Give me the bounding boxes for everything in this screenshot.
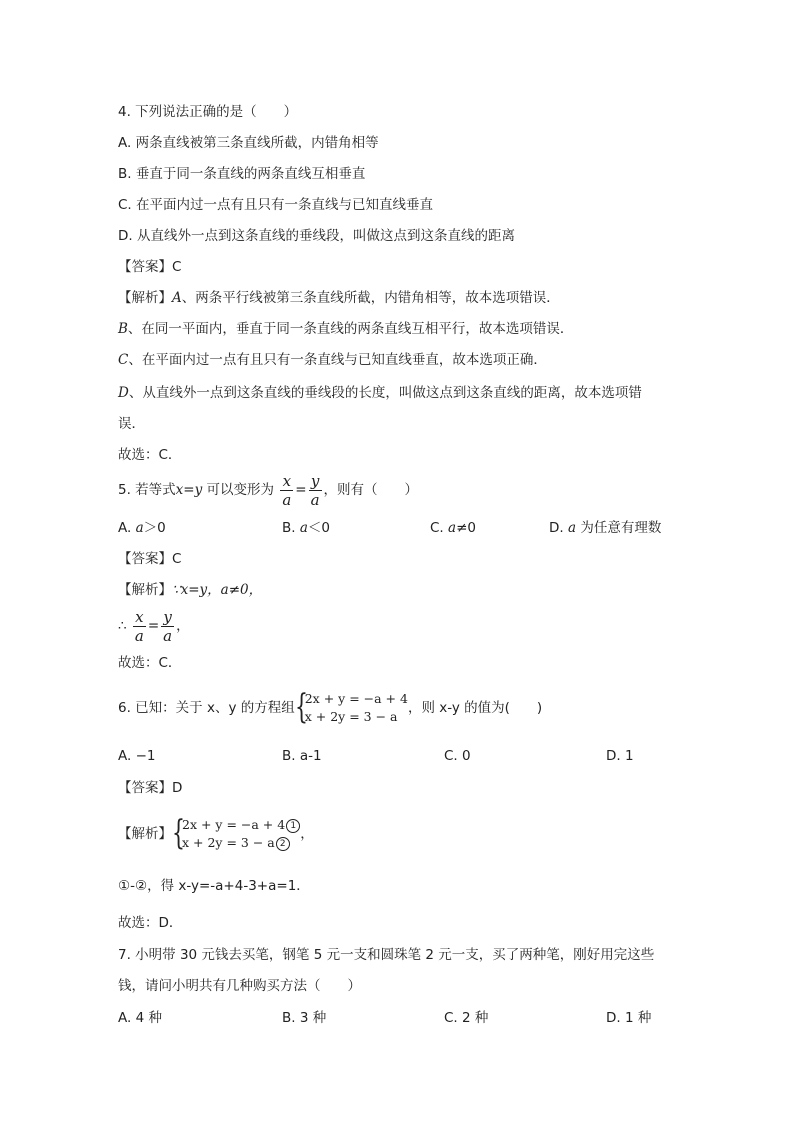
equation-system: { 2x + y = −a + 4 x + 2y = 3 − a xyxy=(294,687,408,727)
fraction-x-over-a: $\frac{x}{a}$ xyxy=(134,607,144,645)
therefore-symbol: ∴ xyxy=(118,618,127,634)
stem-text: ，则 x-y 的值为( ) xyxy=(407,700,543,716)
equation-2: x + 2y = 3 − a 2 xyxy=(182,834,300,852)
q4-answer: 【答案】C xyxy=(118,259,182,275)
equals-sign: = xyxy=(147,618,160,634)
q4-stem: 4. 下列说法正确的是（ ） xyxy=(118,104,298,120)
q6-derivation: ①-②，得 x-y=-a+4-3+a=1． xyxy=(118,878,310,894)
equation-2: x + 2y = 3 − a xyxy=(304,709,398,724)
q5-option-b: B. a＜0 xyxy=(282,520,331,536)
option-letter: C xyxy=(118,352,129,368)
q4-option-a: A. 两条直线被第三条直线所截，内错角相等 xyxy=(118,135,379,151)
q6-option-a: A. −1 xyxy=(118,748,156,764)
q5-option-a: A. a＞0 xyxy=(118,520,166,536)
q7-stem-line1: 7. 小明带 30 元钱去买笔，钢笔 5 元一支和圆珠笔 2 元一支，买了两种笔，刚好用完这些 xyxy=(118,947,655,963)
q5-option-c: C. a≠0 xyxy=(430,520,476,536)
q6-answer: 【答案】D xyxy=(118,780,183,796)
analysis-text: 、两条平行线被第三条直线所截，内错角相等，故本选项错误． xyxy=(181,290,560,306)
q6-option-b: B. a-1 xyxy=(282,748,322,764)
stem-text: ，则有（ ） xyxy=(323,482,419,498)
q5-answer: 【答案】C xyxy=(118,551,182,567)
circled-number-1: 1 xyxy=(286,819,300,833)
fraction-x-over-a xyxy=(280,473,293,508)
q4-analysis-d-cont: 误． xyxy=(118,416,145,432)
q4-analysis-b xyxy=(118,319,573,339)
q7-option-b: B. 3 种 xyxy=(282,1010,327,1026)
q7-option-d: D. 1 种 xyxy=(606,1010,652,1026)
analysis-text: 、在同一平面内，垂直于同一条直线的两条直线互相平行，故本选项错误． xyxy=(127,321,574,337)
q6-choose: 故选：D． xyxy=(118,915,183,931)
option-letter: D xyxy=(118,385,129,401)
q6-option-c: C. 0 xyxy=(444,748,471,764)
q4-analysis-a xyxy=(118,288,560,308)
q4-choose: 故选：C． xyxy=(118,447,182,463)
numerator: y xyxy=(310,471,320,490)
fraction-y-over-a: $\frac{y}{a}$ xyxy=(163,607,173,645)
equation-system: { 2x + y = −a + 4 1 x + 2y = 3 − a 2 xyxy=(172,816,300,852)
equation-1: 2x + y = −a + 4 1 xyxy=(182,816,300,834)
numerator: x xyxy=(282,471,292,490)
equals-sign: = xyxy=(295,482,307,498)
q7-option-c: C. 2 种 xyxy=(444,1010,489,1026)
analysis-text: ∵x=y，a≠0， xyxy=(172,582,263,598)
q7-stem-line2: 钱，请问小明共有几种购买方法（ ） xyxy=(118,978,361,994)
denominator: a xyxy=(310,490,320,509)
stem-expr: x=y xyxy=(175,482,203,498)
q4-option-c: C. 在平面内过一点有且只有一条直线与已知直线垂直 xyxy=(118,197,434,213)
q6-analysis: 【解析】 { 2x + y = −a + 4 1 x + 2y = 3 − a 2 ， xyxy=(118,813,314,853)
q4-option-b: B. 垂直于同一条直线的两条直线互相垂直 xyxy=(118,166,366,182)
fraction-y-over-a xyxy=(309,473,322,508)
q6-option-d: D. 1 xyxy=(606,748,634,764)
analysis-label: 【解析】 xyxy=(118,826,172,842)
q6-stem xyxy=(118,686,542,730)
circled-number-2: 2 xyxy=(276,837,290,851)
denominator: a xyxy=(282,490,292,509)
analysis-text: 、从直线外一点到这条直线的垂线段的长度，叫做这点到这条直线的距离，故本选项错 xyxy=(128,385,642,401)
q5-stem xyxy=(118,472,418,508)
analysis-label: 【解析】 xyxy=(118,290,172,306)
option-letter: A xyxy=(172,290,182,306)
equation-1: 2x + y = −a + 4 xyxy=(304,691,408,706)
stem-text: 5. 若等式 xyxy=(118,482,176,498)
q4-analysis-c xyxy=(118,350,547,370)
stem-text: 6. 已知：关于 x、y 的方程组 xyxy=(118,700,295,716)
stem-text: 可以变形为 xyxy=(202,482,275,498)
q5-option-d: D. a 为任意有理数 xyxy=(549,520,662,536)
analysis-text: 、在平面内过一点有且只有一条直线与已知直线垂直，故本选项正确． xyxy=(128,352,547,368)
q7-option-a: A. 4 种 xyxy=(118,1010,162,1026)
q4-option-d: D. 从直线外一点到这条直线的垂线段，叫做这点到这条直线的距离 xyxy=(118,228,515,244)
option-letter: B xyxy=(118,321,128,337)
analysis-label: 【解析】 xyxy=(118,582,172,598)
q5-analysis-eq: ∴ $\frac{x}{a}$ = $\frac{y}{a}$ ， xyxy=(118,607,190,645)
q5-choose: 故选：C． xyxy=(118,655,182,671)
q5-analysis xyxy=(118,580,262,600)
q4-analysis-d xyxy=(118,383,642,403)
